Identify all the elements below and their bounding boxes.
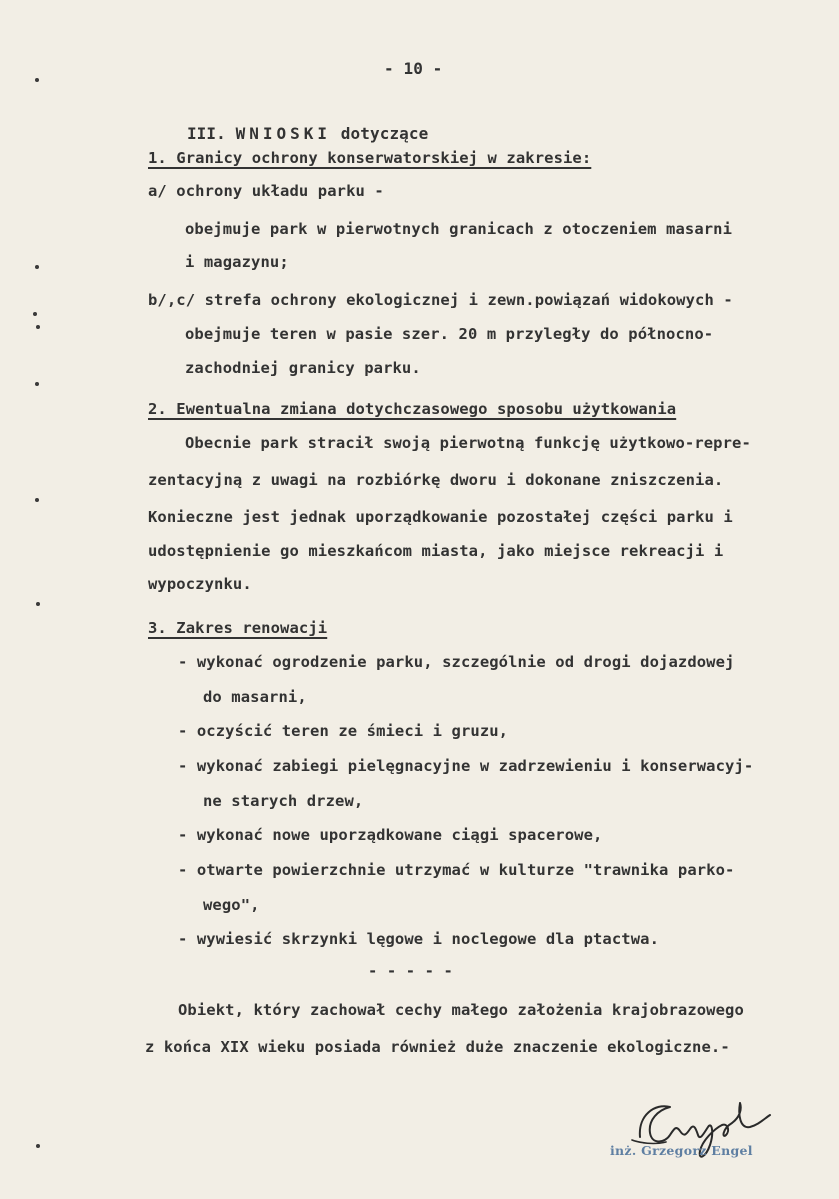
margin-dot bbox=[36, 1144, 40, 1148]
list-item: wego", bbox=[203, 896, 260, 914]
margin-dot bbox=[35, 498, 39, 502]
margin-dot bbox=[35, 382, 39, 386]
text-line: Obecnie park stracił swoją pierwotną funkcję użytkowo-repre- bbox=[185, 434, 751, 452]
list-item: - wykonać zabiegi pielęgnacyjne w zadrzewieniu i konserwacyj- bbox=[178, 757, 754, 775]
text-line: Obiekt, który zachował cechy małego założenia krajobrazowego bbox=[178, 1001, 744, 1019]
text-line: obejmuje park w pierwotnych granicach z otoczeniem masarni bbox=[185, 220, 733, 238]
text-line: b/,c/ strefa ochrony ekologicznej i zewn.powiązań widokowych - bbox=[148, 291, 733, 309]
text-line: zentacyjną z uwagi na rozbiórkę dworu i dokonane zniszczenia. bbox=[148, 471, 724, 489]
text-line: i magazynu; bbox=[185, 253, 289, 271]
text-line: Konieczne jest jednak uporządkowanie pozostałej części parku i bbox=[148, 508, 733, 526]
subsection-3-heading: 3. Zakres renowacji bbox=[148, 619, 328, 637]
heading-roman: III. bbox=[186, 124, 236, 143]
subsection-1-heading: 1. Granicy ochrony konserwatorskiej w zakresie: bbox=[148, 149, 592, 167]
text-line: wypoczynku. bbox=[148, 575, 252, 593]
list-item: - wykonać nowe uporządkowane ciągi spacerowe, bbox=[178, 826, 603, 844]
subsection-2-heading: 2. Ewentualna zmiana dotychczasowego sposobu użytkowania bbox=[148, 400, 677, 418]
separator-dashes: - - - - - bbox=[368, 962, 453, 980]
text-line: zachodniej granicy parku. bbox=[185, 359, 421, 377]
list-item: - oczyścić teren ze śmieci i gruzu, bbox=[178, 722, 509, 740]
list-item: - wywiesić skrzynki lęgowe i noclegowe dla ptactwa. bbox=[178, 930, 660, 948]
margin-dot bbox=[36, 325, 40, 329]
signature bbox=[610, 1085, 800, 1175]
text-line: a/ ochrony układu parku - bbox=[148, 182, 384, 200]
margin-dot bbox=[35, 265, 39, 269]
list-item: do masarni, bbox=[203, 688, 307, 706]
margin-dot bbox=[35, 78, 39, 82]
list-item: - wykonać ogrodzenie parku, szczególnie od drogi dojazdowej bbox=[178, 653, 735, 671]
text-line: z końca XIX wieku posiada również duże znaczenie ekologiczne.- bbox=[145, 1038, 730, 1056]
text-line: obejmuje teren w pasie szer. 20 m przyległy do północno- bbox=[185, 325, 714, 343]
text-line: udostępnienie go mieszkańcom miasta, jako miejsce rekreacji i bbox=[148, 542, 724, 560]
heading-rest: dotyczące bbox=[331, 124, 429, 143]
page-number: - 10 - bbox=[384, 59, 443, 78]
list-item: ne starych drzew, bbox=[203, 792, 364, 810]
name-stamp: inż. Grzegorz Engel bbox=[610, 1143, 753, 1158]
heading-title: WNIOSKI bbox=[235, 124, 332, 143]
margin-dot bbox=[33, 312, 37, 316]
list-item: - otwarte powierzchnie utrzymać w kulturze "trawnika parko- bbox=[178, 861, 735, 879]
margin-dot bbox=[36, 602, 40, 606]
